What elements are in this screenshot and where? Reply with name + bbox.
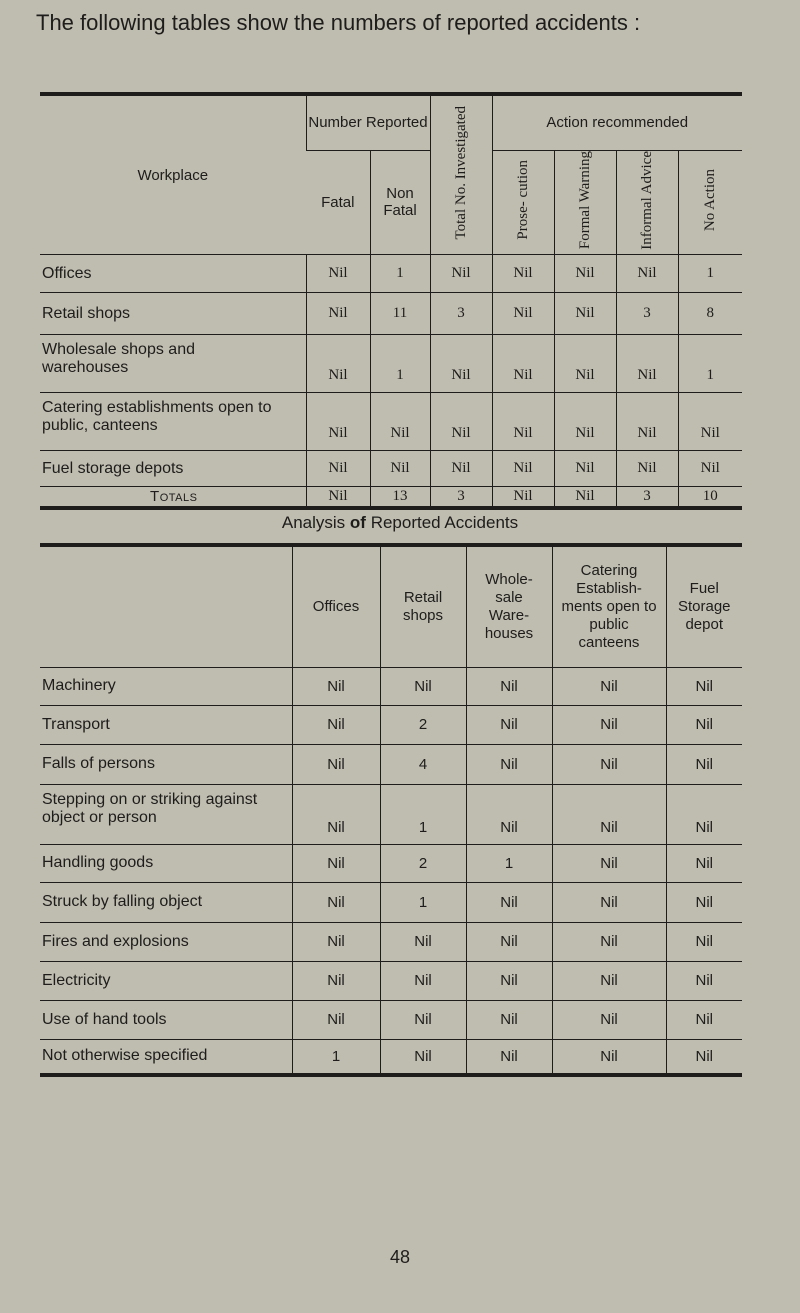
cell: Nil (306, 487, 370, 508)
cell: Nil (666, 667, 742, 705)
analysis-title (0, 513, 800, 533)
workplace-header: Workplace (137, 166, 209, 184)
cell: 3 (430, 293, 492, 335)
cell: 1 (678, 335, 742, 393)
cell: Nil (292, 744, 380, 784)
intro-text: The following tables show the numbers of reported accidents : (36, 10, 641, 35)
cell: 13 (370, 487, 430, 508)
cell: Nil (554, 451, 616, 487)
cell: Nil (466, 961, 552, 1000)
cell: 3 (616, 487, 678, 508)
cell: Nil (554, 293, 616, 335)
cell: Nil (466, 1039, 552, 1075)
total-investigated-header: Total No. Investigated (430, 94, 492, 255)
table-row (40, 922, 742, 961)
cell: Nil (380, 1039, 466, 1075)
wholesale-warehouses-header: Whole- sale Ware- houses (466, 545, 552, 667)
cell: Nil (492, 293, 554, 335)
totals-row (40, 487, 742, 508)
row-label: Fuel storage depots (40, 451, 306, 487)
cell: 10 (678, 487, 742, 508)
cell: Nil (430, 393, 492, 451)
catering-header: Catering Establish- ments open to public canteens (552, 545, 666, 667)
offices-header: Offices (292, 545, 380, 667)
cell: Nil (292, 882, 380, 922)
cell: Nil (292, 844, 380, 882)
row-label: Electricity (40, 961, 292, 1000)
cell: 2 (380, 705, 466, 744)
row-label: Transport (40, 705, 292, 744)
reported-accidents-table (40, 92, 742, 510)
row-label: Wholesale shops and warehouses (40, 335, 306, 393)
cell: 3 (616, 293, 678, 335)
cell: Nil (292, 1000, 380, 1039)
totals-label: Totals (40, 487, 306, 508)
cell: Nil (554, 335, 616, 393)
cell: Nil (466, 1000, 552, 1039)
cell: Nil (616, 335, 678, 393)
category-header-blank (40, 545, 292, 667)
cell: 11 (370, 293, 430, 335)
cell: Nil (292, 784, 380, 844)
cell: Nil (380, 961, 466, 1000)
table-row (40, 335, 742, 393)
accident-analysis-table (40, 543, 742, 1077)
row-label: Not otherwise specified (40, 1039, 292, 1075)
row-label: Fires and explosions (40, 922, 292, 961)
cell: Nil (666, 784, 742, 844)
cell: Nil (292, 705, 380, 744)
table-row (40, 961, 742, 1000)
prosecution-header: Prose- cution (492, 150, 554, 255)
cell: Nil (430, 335, 492, 393)
row-label: Retail shops (40, 293, 306, 335)
cell: Nil (466, 667, 552, 705)
table-row (40, 882, 742, 922)
cell: Nil (552, 784, 666, 844)
cell: Nil (552, 667, 666, 705)
cell: Nil (430, 255, 492, 293)
table-row (40, 844, 742, 882)
cell: 1 (370, 335, 430, 393)
cell: Nil (678, 393, 742, 451)
table-row (40, 744, 742, 784)
table-row (40, 293, 742, 335)
cell: Nil (666, 922, 742, 961)
cell: 1 (380, 882, 466, 922)
cell: Nil (380, 922, 466, 961)
cell: Nil (666, 882, 742, 922)
cell: Nil (492, 335, 554, 393)
cell: Nil (552, 1039, 666, 1075)
cell: Nil (666, 1000, 742, 1039)
cell: 1 (370, 255, 430, 293)
table-row (40, 1000, 742, 1039)
cell: Nil (292, 922, 380, 961)
cell: Nil (552, 922, 666, 961)
row-label: Handling goods (40, 844, 292, 882)
cell: Nil (552, 961, 666, 1000)
non-fatal-header: Non Fatal (370, 150, 430, 255)
row-label: Offices (40, 255, 306, 293)
title-rest: Reported Accidents (370, 513, 519, 532)
cell: Nil (666, 844, 742, 882)
cell: Nil (666, 744, 742, 784)
cell: Nil (492, 393, 554, 451)
cell: 1 (380, 784, 466, 844)
number-reported-header: Number Reported (306, 94, 430, 150)
table-row (40, 784, 742, 844)
cell: 4 (380, 744, 466, 784)
formal-warning-header: Formal Warning (554, 150, 616, 255)
cell: Nil (616, 393, 678, 451)
informal-advice-header: Informal Advice (616, 150, 678, 255)
cell: Nil (554, 255, 616, 293)
cell: Nil (666, 961, 742, 1000)
cell: 8 (678, 293, 742, 335)
cell: Nil (292, 961, 380, 1000)
action-recommended-header: Action recommended (492, 94, 742, 150)
row-label: Catering establishments open to public, canteens (40, 393, 306, 451)
table-row (40, 255, 742, 293)
row-label: Stepping on or striking against object or person (40, 784, 292, 844)
cell: Nil (380, 1000, 466, 1039)
row-label: Machinery (40, 667, 292, 705)
table-row (40, 451, 742, 487)
cell: Nil (492, 487, 554, 508)
retail-shops-header: Retail shops (380, 545, 466, 667)
fuel-storage-header: Fuel Storage depot (666, 545, 742, 667)
cell: Nil (554, 487, 616, 508)
cell: Nil (466, 744, 552, 784)
cell: Nil (466, 882, 552, 922)
cell: Nil (466, 705, 552, 744)
no-action-header: No Action (678, 150, 742, 255)
fatal-header: Fatal (321, 193, 355, 211)
cell: Nil (552, 705, 666, 744)
cell: 2 (380, 844, 466, 882)
table-row (40, 705, 742, 744)
cell: Nil (306, 393, 370, 451)
page-number: 48 (389, 1247, 411, 1267)
cell: Nil (306, 335, 370, 393)
cell: Nil (380, 667, 466, 705)
cell: Nil (492, 255, 554, 293)
cell: Nil (370, 393, 430, 451)
cell: Nil (466, 922, 552, 961)
cell: Nil (554, 393, 616, 451)
cell: 1 (678, 255, 742, 293)
cell: Nil (552, 882, 666, 922)
row-label: Falls of persons (40, 744, 292, 784)
cell: Nil (430, 451, 492, 487)
cell: Nil (292, 667, 380, 705)
table-row (40, 667, 742, 705)
cell: Nil (306, 451, 370, 487)
cell: Nil (552, 1000, 666, 1039)
table-row (40, 1039, 742, 1075)
cell: Nil (370, 451, 430, 487)
cell: Nil (666, 1039, 742, 1075)
cell: Nil (492, 451, 554, 487)
cell: Nil (678, 451, 742, 487)
cell: Nil (552, 844, 666, 882)
row-label: Use of hand tools (40, 1000, 292, 1039)
title-prefix: Analysis (281, 513, 346, 532)
cell: Nil (666, 705, 742, 744)
cell: Nil (616, 255, 678, 293)
cell: Nil (306, 255, 370, 293)
cell: Nil (616, 451, 678, 487)
row-label: Struck by falling object (40, 882, 292, 922)
cell: 3 (430, 487, 492, 508)
cell: Nil (306, 293, 370, 335)
title-of: of (349, 513, 366, 532)
table-row (40, 393, 742, 451)
cell: 1 (466, 844, 552, 882)
cell: Nil (466, 784, 552, 844)
cell: 1 (292, 1039, 380, 1075)
cell: Nil (552, 744, 666, 784)
